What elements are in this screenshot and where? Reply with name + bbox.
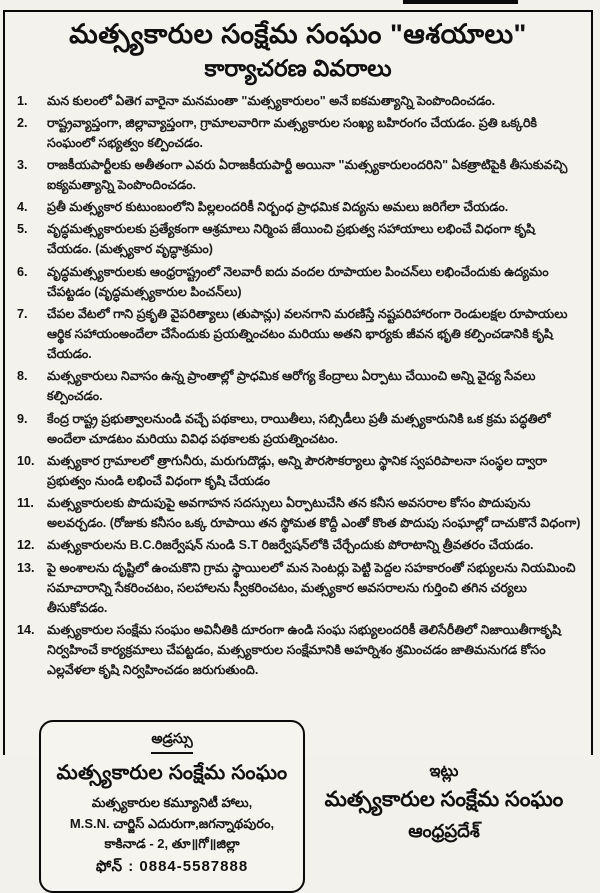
item-number: 11. [17,496,34,511]
item-number: 14. [17,623,35,638]
item-text: మత్స్యకారులకు పొదుపుపై అవగాహన సదస్సులు ఏర్పాటుచేసి తన కనీస అవసరాల కోసం పొదుపును అలవర్చడం. (రోజుకు కనీసం ఒక్క రూపాయి తన స్థోమత కొద్దీ ఎంతో కొంత పొదుపు సంఘాల్లో దాచుకొనే విధంగా) [47,496,581,531]
item-number: 1. [17,93,28,108]
signature-region: ఆంధ్రప్రదేశ్ [408,821,480,842]
signature-prefix: ఇట్లు [429,763,459,781]
phone-number: ఫోన్ : 0884-5587888 [95,857,249,875]
document-page [3,10,593,875]
list-item [17,219,581,259]
list-item [17,366,581,406]
list-item [17,620,581,680]
signature-org-name: మత్స్యకారుల సంక్షేమ సంఘం [324,788,564,812]
item-text: ప్రతీ మత్స్యకార కుటుంబంలోని పిల్లలందరికీ నిర్బంధ ప్రాధమిక విద్యను అమలు జరిగేలా చేయడం. [47,200,509,215]
list-item [17,535,581,555]
item-number: 10. [17,453,35,468]
item-number: 8. [17,369,28,384]
item-number: 6. [17,264,28,279]
item-number: 4. [17,200,28,215]
list-item [17,91,581,111]
list-item [17,262,581,302]
item-text: మత్స్యకారుల సంక్షేమ సంఘం అవినీతికి దూరంగా ఉండి సంఘ సభ్యులందరికీ తెలిసేరీతిలో నిజాయితీగాకృషి నిర్వహించే కార్యక్రమాలు చేపట్టడం, మత్స్యకారుల సంక్షేమానికి అహర్నిశం శ్రమించడం జాతిమనుగడ కోసం ఎల్లవేళలా కృషి నిర్వహించడం జరుగుతుంది. [47,623,561,678]
item-text: చేపల వేటలో గాని ప్రకృతి వైపరిత్యాలు (తుపాన్లు) వలనగాని మరణిస్తే నష్టపరిహారంగా రెండులక్షల రూపాయలు ఆర్థిక సహాయంఅందేలా చేసేందుకు ప్రయత్నించటం మరియు అతని భార్యకు జీవన భృతి కల్పించడానికి కృషి చేయడం. [47,306,568,362]
objectives-list [5,91,591,681]
item-number: 12. [17,538,35,553]
item-text: మత్స్యకార గ్రామాలలో త్రాగునీరు, మరుగుదొడ్లు, అన్ని పౌరసౌకర్యాలు స్థానిక స్వపరిపాలనా సంస్థల ద్వారా ప్రభుత్వం నుండి లభించే విధంగా కృషి చేయడం [47,453,547,489]
list-item [17,113,581,153]
item-number: 9. [17,411,28,426]
page-title: మత్స్యకారుల సంక్షేమ సంఘం "ఆశయాలు" [69,19,527,49]
signature-block [305,762,591,846]
item-text: వృద్ధమత్స్యకారులకు ఆంధ్రరాష్ట్రంలో నెలవారీ ఐదు వందల రూపాయల పించన్‌లు లభించేందుకు ఉద్యమం చేపట్టడం (వృద్ధమత్స్యకారుల పించన్‌లు) [47,264,549,299]
item-text: పై అంశాలను దృష్టిలో ఉంచుకొని గ్రామ స్థాయిలలో మన సెంటర్లు పెట్టి పెద్దల సహకారంతో సభ్యులను నియమించి సమాచారాన్ని సేకరించటం, సలహాలను స్వీకరించటం, మత్స్యకార అవసరాలను గుర్తించి తగిన చర్యలు తీసుకోవడం. [47,560,576,615]
item-text: వృద్ధమత్స్యకారులకు ప్రత్యేకంగా ఆశ్రమాలు నిర్మింప జేయించి ప్రభుత్వ సహాయాలు లభించే విధంగా కృషి చేయడం. (మత్స్యకార వృద్ధాశ్రమం) [47,222,535,257]
address-box [39,720,305,892]
item-number: 5. [17,222,28,237]
item-number: 2. [17,115,28,130]
address-line-2: M.S.N. చార్జిస్ ఎదురుగా,జగన్నాథపురం, [69,815,275,831]
item-number: 13. [17,560,35,575]
item-number: 3. [17,157,28,172]
item-text: మన కులంలో ఏతెగ వారైనా మనమంతా "మత్స్యకారులం" అనే ఐకమత్యాన్ని పెంపొందించడం. [47,93,496,108]
item-number: 7. [17,306,28,321]
address-line-3: కాకినాడ - 2, తూ॥గో॥జిల్లా [104,835,240,851]
item-text: మత్స్యకారులు నివాసం ఉన్న ప్రాంతాల్లో ప్రాధమిక ఆరోగ్య కేంద్రాలు ఏర్పాటు చేయించి అన్ని వైద్య సేవలు కల్పించడం. [47,369,536,404]
address-box-title: అడ్రస్సు [151,730,192,754]
list-item [17,304,581,364]
list-item [17,155,581,195]
item-text: రాజకీయపార్టీలకు అతీతంగా ఎవరు ఏరాజకీయపార్టీ అయినా "మత్స్యకారులందరిని" ఏకత్రాటిపైకి తీసుకువచ్చి ఐక్యమత్యాన్ని పెంపొందించడం. [47,157,568,193]
list-item [17,409,581,449]
document-header [5,12,591,83]
list-item [17,493,581,533]
item-text: రాష్ట్రవ్యాప్తంగా, జిల్లావ్యాప్తంగా, గ్రామాలవారిగా మత్స్యకారుల సంఖ్య బహిరంగం చేయడం. ప్రతి ఒక్కరికి సంఘంలో సభ్యత్వం కల్పించడం. [47,115,538,150]
list-item [17,558,581,618]
page-subtitle: కార్యాచరణ వివరాలు [204,54,392,81]
address-org-name: మత్స్యకారుల సంక్షేమ సంఘం [56,762,288,785]
address-line-1: మత్స్యకారుల కమ్యూనిటీ హాలు, [91,795,253,811]
list-item [17,197,581,217]
list-item [17,451,581,491]
item-text: మత్స్యకారులను B.C.రిజర్వేషన్ నుండి S.T రిజర్వేషన్‌లోకి చేర్చేందుకు పోరాటాన్ని త్రీవతరం చేయడం. [47,538,534,553]
footer-section [5,720,591,892]
item-text: కేంద్ర రాష్ట్ర ప్రభుత్వాలనుండి వచ్చే పథకాలు, రాయితీలు, సబ్సిడీలు ప్రతీ మత్స్యకారునికి ఒక క్రమ పద్ధతిలో అందేలా చూడటం మరియు వివిధ పథకాలకు ప్రయత్నించటం. [47,411,551,446]
scan-artifact-mark [403,0,518,4]
